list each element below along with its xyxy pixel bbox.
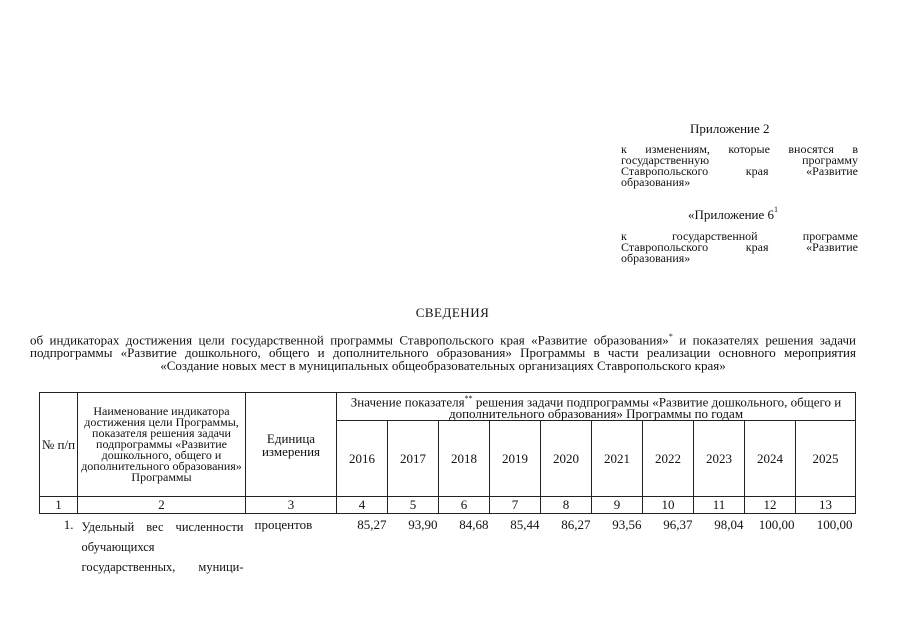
column-number: 5 xyxy=(388,497,439,514)
column-number: 4 xyxy=(337,497,388,514)
row-value: 100,00 xyxy=(758,517,795,533)
row-value: 84,68 xyxy=(459,517,489,533)
column-number: 13 xyxy=(796,497,856,514)
row-indicator-name: Удельный вес численности обучающихся государственных, муници- xyxy=(81,520,244,575)
header-year: 2020 xyxy=(541,421,592,497)
document-subtitle xyxy=(30,330,856,372)
column-number: 12 xyxy=(745,497,796,514)
row-value: 85,27 xyxy=(357,517,387,533)
header-year: 2018 xyxy=(439,421,490,497)
row-value: 93,56 xyxy=(612,517,642,533)
header-year: 2023 xyxy=(694,421,745,497)
header-year: 2024 xyxy=(745,421,796,497)
header-values-part-1: Значение показателя xyxy=(350,394,465,410)
row-value: 93,90 xyxy=(408,517,438,533)
header-values-by-year xyxy=(337,393,856,421)
header-year: 2025 xyxy=(796,421,856,497)
appendix-6-superscript: 1 xyxy=(774,205,779,214)
header-number: № п/п xyxy=(40,393,78,497)
document-title: СВЕДЕНИЯ xyxy=(415,305,490,320)
row-value: 96,37 xyxy=(663,517,693,533)
row-value: 85,44 xyxy=(510,517,540,533)
appendix-text: к изменениям, которые вносятся в государственную программу Ставропольского края «Развитие образования» xyxy=(621,142,858,189)
header-year: 2021 xyxy=(592,421,643,497)
appendix-title: Приложение 2 xyxy=(690,121,770,136)
column-number: 6 xyxy=(439,497,490,514)
row-value: 86,27 xyxy=(561,517,591,533)
header-indicator-name: Наименование индикатора достижения цели Программы, показателя решения задачи подпрограммы «Развитие дошкольного, общего и дополнительного образования» Программы xyxy=(78,393,246,497)
row-value: 98,04 xyxy=(714,517,744,533)
row-number: 1. xyxy=(63,517,74,533)
header-values-footnote-mark: ** xyxy=(464,394,473,403)
column-number: 7 xyxy=(490,497,541,514)
subtitle-part-2: и показателях решения задачи подпрограммы «Развитие дошкольного, общего и дополнительного образования» Программы в части реализации основного мероприятия «Создание новых мест в муниципальных общеобразовательных организациях Ставропольского края» xyxy=(30,332,857,374)
header-year: 2019 xyxy=(490,421,541,497)
appendix-6-title xyxy=(688,207,778,223)
column-number: 3 xyxy=(246,497,337,514)
header-year: 2017 xyxy=(388,421,439,497)
header-values-part-2: решения задачи подпрограммы «Развитие дошкольного, общего и дополнительного образования» Программы по годам xyxy=(448,394,842,422)
appendix-6-label: «Приложение 6 xyxy=(688,207,775,222)
column-number: 2 xyxy=(78,497,246,514)
header-year: 2022 xyxy=(643,421,694,497)
column-number: 8 xyxy=(541,497,592,514)
column-number: 10 xyxy=(643,497,694,514)
row-unit: процентов xyxy=(254,517,313,533)
subtitle-part-1: об индикаторах достижения цели государственной программы Ставропольского края «Развитие образования» xyxy=(30,332,669,348)
table-row xyxy=(40,514,856,578)
header-unit: Единица измерения xyxy=(246,393,337,497)
row-value: 100,00 xyxy=(816,517,853,533)
column-number: 11 xyxy=(694,497,745,514)
column-number: 1 xyxy=(40,497,78,514)
header-year: 2016 xyxy=(337,421,388,497)
indicators-table xyxy=(39,392,856,577)
subtitle-footnote-mark: * xyxy=(668,332,673,341)
appendix-6-text: к государственной программе Ставропольского края «Развитие образования» xyxy=(621,229,858,265)
column-number: 9 xyxy=(592,497,643,514)
